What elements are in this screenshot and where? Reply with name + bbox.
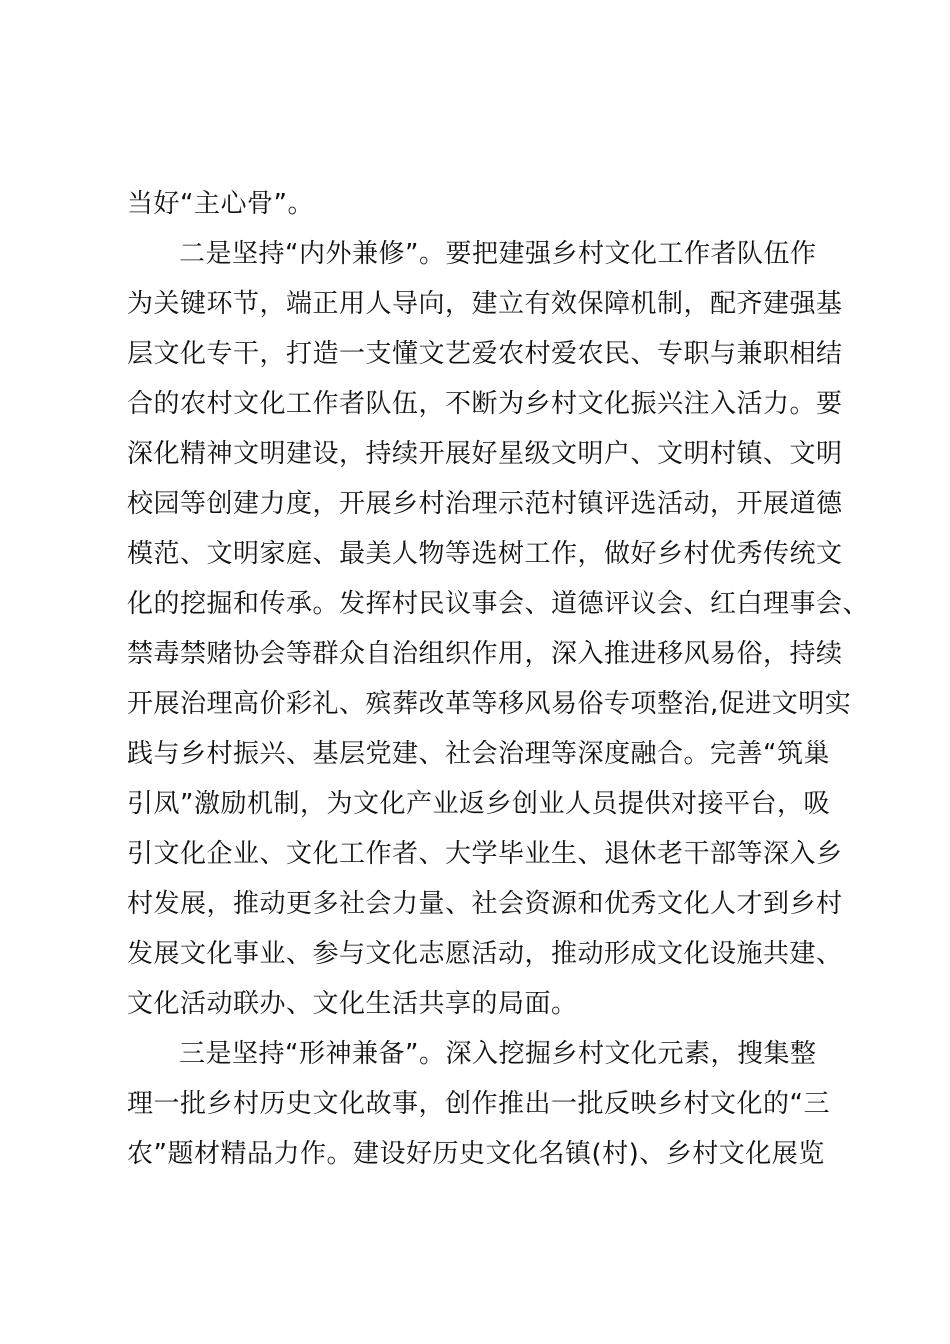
text-line: 发展文化事业、参与文化志愿活动，推动形成文化设施共建、: [127, 939, 843, 969]
text-line: 当好“主心骨”。: [127, 189, 314, 219]
text-line: 理一批乡村历史文化故事，创作推出一批反映乡村文化的“三: [127, 1089, 830, 1119]
text-line: 践与乡村振兴、基层党建、社会治理等深度融合。完善“筑巢: [127, 739, 830, 769]
paragraph-3-first-line: 三是坚持“形神兼备”。深入挖掘乡村文化元素，搜集整: [179, 1039, 817, 1069]
text-line: 引文化企业、文化工作者、大学毕业生、退休老干部等深入乡: [127, 839, 843, 869]
body-text: [127, 179, 870, 1179]
text-line: 合的农村文化工作者队伍，不断为乡村文化振兴注入活力。要: [127, 389, 843, 419]
text-line: 开展治理高价彩礼、殡葬改革等移风易俗专项整治,促进文明实: [127, 689, 852, 719]
text-line: 模范、文明家庭、最美人物等选树工作，做好乡村优秀传统文: [127, 539, 843, 569]
text-line: 化的挖掘和传承。发挥村民议事会、道德评议会、红白理事会、: [127, 589, 870, 619]
text-line: 引凤”激励机制，为文化产业返乡创业人员提供对接平台，吸: [127, 789, 830, 819]
text-line: 文化活动联办、文化生活共享的局面。: [127, 989, 578, 1019]
text-line: 深化精神文明建设，持续开展好星级文明户、文明村镇、文明: [127, 439, 843, 469]
text-line: 农”题材精品力作。建设好历史文化名镇(村)、乡村文化展览: [127, 1139, 825, 1169]
text-line: 禁毒禁赌协会等群众自治组织作用，深入推进移风易俗，持续: [127, 639, 843, 669]
text-line: 层文化专干，打造一支懂文艺爱农村爱农民、专职与兼职相结: [127, 339, 843, 369]
text-line: 村发展，推动更多社会力量、社会资源和优秀文化人才到乡村: [127, 889, 843, 919]
text-line: 为关键环节，端正用人导向，建立有效保障机制，配齐建强基: [127, 289, 843, 319]
paragraph-2-first-line: 二是坚持“内外兼修”。要把建强乡村文化工作者队伍作: [179, 239, 817, 269]
text-line: 校园等创建力度，开展乡村治理示范村镇评选活动，开展道德: [127, 489, 843, 519]
